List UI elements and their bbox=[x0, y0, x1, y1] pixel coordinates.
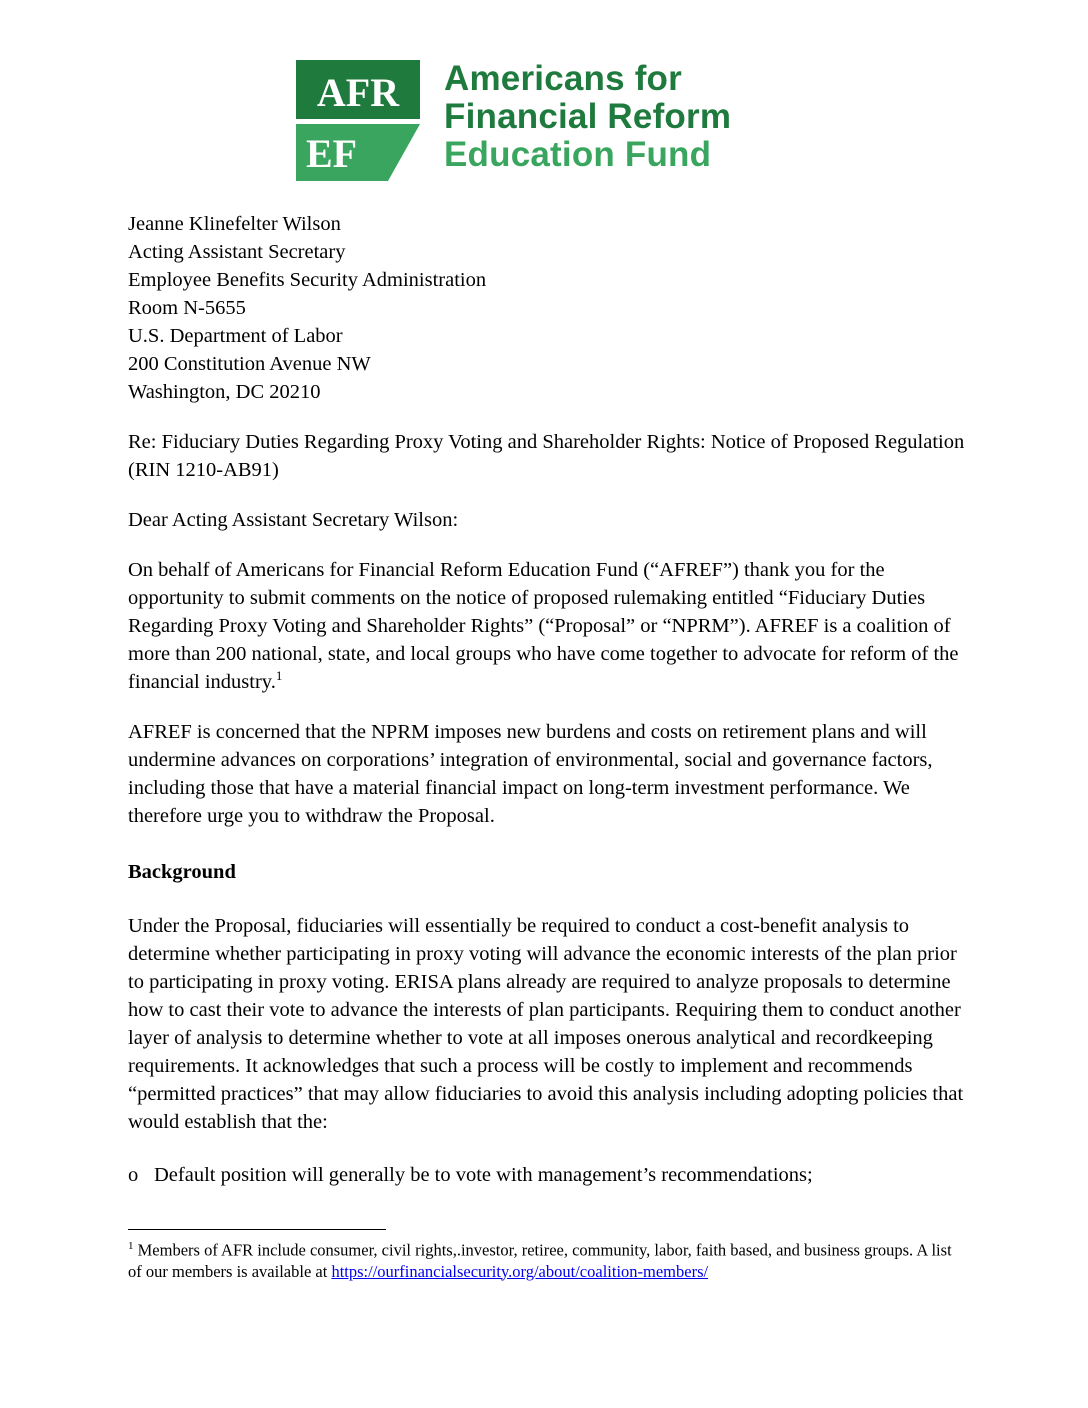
footnote-divider bbox=[128, 1229, 386, 1230]
re-line: Re: Fiduciary Duties Regarding Proxy Voting and Shareholder Rights: Notice of Proposed Regulation (RIN 1210-AB91) bbox=[128, 431, 965, 481]
footnote-link[interactable]: https://ourfinancialsecurity.org/about/coalition-members/ bbox=[331, 1261, 709, 1281]
footnote-text: Members of AFR include consumer, civil rights,.investor, retiree, community, labor, faith based, and business groups. A list of our members is available at bbox=[128, 1240, 952, 1281]
address-line: Employee Benefits Security Administration bbox=[128, 269, 487, 291]
bullet-item bbox=[128, 1161, 968, 1189]
afref-logo bbox=[296, 60, 796, 184]
address-line: Washington, DC 20210 bbox=[128, 381, 321, 403]
logo-mark-bottom-text: EF bbox=[306, 131, 358, 176]
paragraph-concern: AFREF is concerned that the NPRM imposes new burdens and costs on retirement plans and will undermine advances on corporations’ integration of environmental, social and governance factors, including those that have a material financial impact on long-term investment performance. We therefore urge you to withdraw the Proposal. bbox=[128, 721, 933, 827]
bullet-marker: o bbox=[128, 1164, 139, 1186]
paragraph-intro-text: On behalf of Americans for Financial Reform Education Fund (“AFREF”) thank you for the opportunity to submit comments on the notice of proposed rulemaking entitled “Fiduciary Duties Regarding Proxy Voting and Shareholder Rights” (“Proposal” or “NPRM”). AFREF is a coalition of more than 200 national, state, and local groups who have come together to advocate for reform of the financial industry. bbox=[128, 559, 959, 693]
recipient-address bbox=[128, 210, 968, 406]
address-line: Jeanne Klinefelter Wilson bbox=[128, 213, 341, 235]
logo-wordmark bbox=[444, 60, 731, 174]
bullet-text: Default position will generally be to vote with management’s recommendations; bbox=[154, 1164, 813, 1186]
logo-line-2: Financial Reform bbox=[444, 97, 732, 136]
paragraph-intro bbox=[128, 556, 968, 696]
address-line: Acting Assistant Secretary bbox=[128, 241, 346, 263]
address-line: U.S. Department of Labor bbox=[128, 325, 343, 347]
logo-mark-top-text: AFR bbox=[316, 70, 400, 115]
afref-logo-mark bbox=[296, 60, 422, 184]
address-line: 200 Constitution Avenue NW bbox=[128, 353, 371, 375]
paragraph-background: Under the Proposal, fiduciaries will essentially be required to conduct a cost-benefit analysis to determine whether participating in proxy voting will advance the economic interests of the plan prior to participating in proxy voting. ERISA plans already are required to analyze proposals to determine how to cast their vote to advance the interests of plan participants. Requiring them to conduct another layer of analysis to determine whether to vote at all imposes onerous analytical and recordkeeping requirements. It acknowledges that such a process will be costly to implement and recommends “permitted practices” that may allow fiduciaries to avoid this analysis including adopting policies that would establish that the: bbox=[128, 915, 964, 1133]
footnote bbox=[128, 1236, 958, 1282]
section-heading: Background bbox=[128, 861, 236, 883]
footnote-number: 1 bbox=[128, 1240, 134, 1252]
logo-line-3: Education Fund bbox=[444, 135, 712, 174]
logo-line-1: Americans for bbox=[444, 59, 682, 98]
salutation: Dear Acting Assistant Secretary Wilson: bbox=[128, 509, 459, 531]
address-line: Room N-5655 bbox=[128, 297, 246, 319]
footnote-reference[interactable]: 1 bbox=[275, 668, 283, 684]
